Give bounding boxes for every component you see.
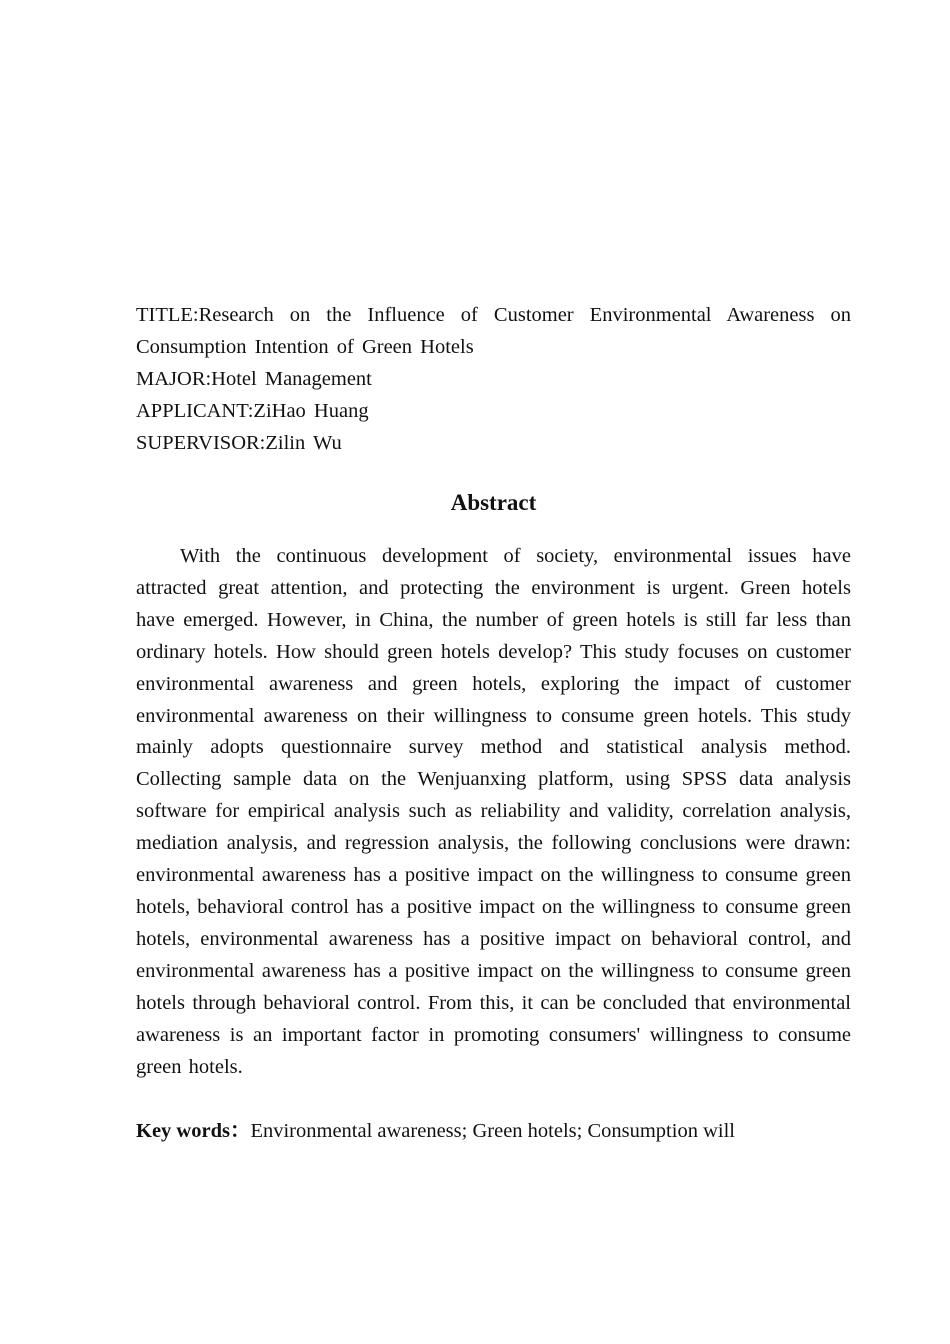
thesis-major: MAJOR:Hotel Management [136,368,372,390]
abstract-heading: Abstract [450,490,537,515]
abstract-body: With the continuous development of society, environmental issues have attracted great attention, and protecting the environment is urgent. Green hotels have emerged. However, in China, the number of green hotels is still far less than ordinary hotels. How should green hotels develop? This study focuses on customer environmental awareness and green hotels, exploring the impact of customer environmental awareness on their willingness to consume green hotels. This study mainly adopts questionnaire survey method and statistical analysis method. Collecting sample data on the Wenjuanxing platform, using SPSS data analysis software for empirical analysis such as reliability and validity, correlation analysis, mediation analysis, and regression analysis, the following conclusions were drawn: environmental awareness has a positive impact on the willingness to consume green hotels, behavioral control has a positive impact on the willingness to consume green hotels, environmental awareness has a positive impact on behavioral control, and environmental awareness has a positive impact on the willingness to consume green hotels through behavioral control. From this, it can be concluded that environmental awareness is an important factor in promoting consumers' willingness to consume green hotels. [136,545,851,1078]
keywords-label: Key words： [136,1120,251,1143]
thesis-applicant: APPLICANT:ZiHao Huang [136,400,369,422]
thesis-title: TITLE:Research on the Influence of Customer Environmental Awareness on Consumption Intention of Green Hotels [136,304,851,358]
thesis-supervisor: SUPERVISOR:Zilin Wu [136,432,342,454]
keywords-text: Environmental awareness; Green hotels; Consumption will [250,1120,735,1143]
document-page [136,299,851,1147]
keywords-line [136,1115,851,1147]
